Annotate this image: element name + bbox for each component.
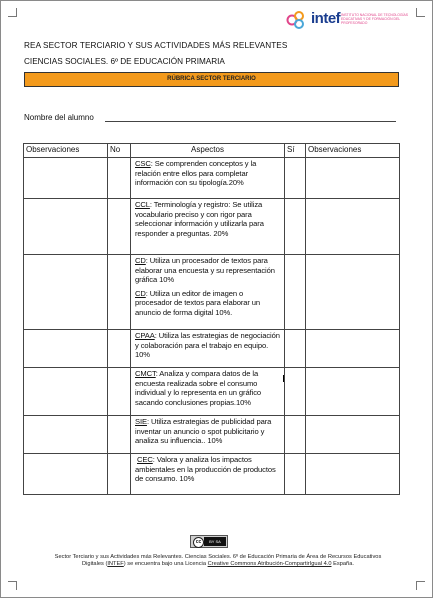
- table-row: [24, 330, 400, 368]
- col-header-observaciones: Observaciones: [24, 144, 108, 158]
- table-row: [24, 255, 400, 330]
- logo-wordmark: intef: [311, 10, 341, 27]
- si-cell[interactable]: [285, 199, 306, 255]
- by-sa-icon: BY SA: [204, 537, 226, 546]
- competence-code: CD: [135, 256, 146, 265]
- footer-line2-pre: Digitales (: [82, 561, 108, 567]
- footer-intef-link[interactable]: INTEF: [107, 561, 124, 567]
- crop-mark: [8, 581, 17, 590]
- obs-cell[interactable]: [306, 199, 400, 255]
- student-name-field[interactable]: [105, 121, 396, 122]
- cc-icon: cc: [193, 537, 204, 548]
- aspect-text: : Valora y analiza los impactos ambientales en la producción de productos de consumo. 10%: [135, 455, 276, 484]
- aspect-cell: [131, 255, 285, 330]
- competence-code: CSC: [135, 159, 151, 168]
- crop-mark: [8, 8, 17, 17]
- si-cell[interactable]: [285, 416, 306, 454]
- footer-line2-post: España.: [331, 561, 354, 567]
- table-header-row: [24, 144, 400, 158]
- logo-subtitle: INSTITUTO NACIONAL DE TECNOLOGÍAS EDUCATIVAS Y DE FORMACIÓN DEL PROFESORADO: [341, 13, 409, 26]
- aspect-text: : Terminología y registro: Se utiliza vocabulario preciso y con rigor para seleccionar información y utilizarla para responder a preguntas. 20%: [135, 200, 264, 238]
- document-subtitle: CIENCIAS SOCIALES. 6º DE EDUCACIÓN PRIMARIA: [24, 57, 225, 66]
- no-cell[interactable]: [108, 330, 131, 368]
- obs-cell[interactable]: [306, 255, 400, 330]
- table-row: [24, 416, 400, 454]
- table-row: [24, 199, 400, 255]
- competence-code: CEC: [137, 455, 153, 464]
- competence-code: CPAA: [135, 331, 155, 340]
- rubric-banner: RÚBRICA SECTOR TERCIARIO: [24, 72, 399, 87]
- si-cell[interactable]: [285, 255, 306, 330]
- si-cell[interactable]: [285, 454, 306, 495]
- rubric-table: [23, 143, 400, 495]
- student-name-label: Nombre del alumno: [24, 113, 94, 122]
- no-cell[interactable]: [108, 255, 131, 330]
- obs-cell[interactable]: [306, 330, 400, 368]
- obs-cell[interactable]: [24, 158, 108, 199]
- footer-line2-mid: ) se encuentra bajo una Licencia: [123, 561, 208, 567]
- col-header-aspectos: Aspectos: [131, 144, 285, 158]
- aspect-text: : Utiliza un editor de imagen o procesador de textos para elaborar un anuncio de forma digital 10%.: [135, 288, 261, 317]
- no-cell[interactable]: [108, 368, 131, 416]
- competence-code: CCL: [135, 200, 150, 209]
- aspect-text: : Se comprenden conceptos y la relación entre ellos para completar información con su tipología.20%: [135, 159, 257, 188]
- competence-code: CD: [135, 288, 146, 298]
- aspect-text: : Utiliza las estrategias de negociación y colaboración para el trabajo en equipo. 10%: [135, 331, 280, 360]
- col-header-si: Sí: [285, 144, 306, 158]
- col-header-observaciones-2: Observaciones: [306, 144, 400, 158]
- competence-code: CMCT: [135, 369, 156, 378]
- competence-code: SIE: [135, 417, 147, 426]
- table-row: [24, 454, 400, 495]
- aspect-cell: [131, 454, 285, 495]
- si-cell[interactable]: [285, 330, 306, 368]
- footer-license-link[interactable]: Creative Commons Atribución-CompartirIgual 4.0: [207, 561, 332, 567]
- obs-cell[interactable]: [24, 454, 108, 495]
- document-title: REA SECTOR TERCIARIO Y SUS ACTIVIDADES MÁS RELEVANTES: [24, 41, 288, 50]
- obs-cell[interactable]: [306, 416, 400, 454]
- obs-cell[interactable]: [24, 368, 108, 416]
- no-cell[interactable]: [108, 416, 131, 454]
- si-cell[interactable]: [285, 368, 306, 416]
- obs-cell[interactable]: [24, 330, 108, 368]
- si-cell[interactable]: [285, 158, 306, 199]
- table-row: [24, 368, 400, 416]
- no-cell[interactable]: [108, 454, 131, 495]
- obs-cell[interactable]: [24, 255, 108, 330]
- crop-mark: [416, 8, 425, 17]
- footer-line1: Sector Terciario y sus Actividades más Relevantes. Ciencias Sociales. 6º de Educación Primaria de Área de Recursos Educativos: [54, 554, 382, 560]
- footer-license-text: [22, 554, 414, 568]
- aspect-cell: [131, 199, 285, 255]
- obs-cell[interactable]: [24, 199, 108, 255]
- obs-cell[interactable]: [306, 454, 400, 495]
- aspect-cell: [131, 416, 285, 454]
- cc-license-badge[interactable]: [190, 535, 228, 548]
- aspect-cell: [131, 330, 285, 368]
- crop-mark: [416, 581, 425, 590]
- obs-cell[interactable]: [306, 158, 400, 199]
- aspect-cell: [131, 368, 285, 416]
- aspect-cell: [131, 158, 285, 199]
- aspect-text: : Utiliza un procesador de textos para elaborar una encuesta y su representación gráfica 10%: [135, 256, 275, 285]
- obs-cell[interactable]: [306, 368, 400, 416]
- intef-logo: [286, 10, 416, 30]
- text-cursor: [283, 375, 284, 382]
- aspect-text: : Analiza y compara datos de la encuesta realizada sobre el consumo individual y lo representa en un gráfico sacando conclusiones propias.10%: [135, 369, 262, 407]
- no-cell[interactable]: [108, 158, 131, 199]
- col-header-no: No: [108, 144, 131, 158]
- aspect-text: : Utiliza estrategias de publicidad para inventar un anuncio o spot publicitario y analiza su influencia.. 10%: [135, 417, 272, 446]
- intef-logo-icon: [286, 10, 310, 30]
- obs-cell[interactable]: [24, 416, 108, 454]
- table-row: [24, 158, 400, 199]
- no-cell[interactable]: [108, 199, 131, 255]
